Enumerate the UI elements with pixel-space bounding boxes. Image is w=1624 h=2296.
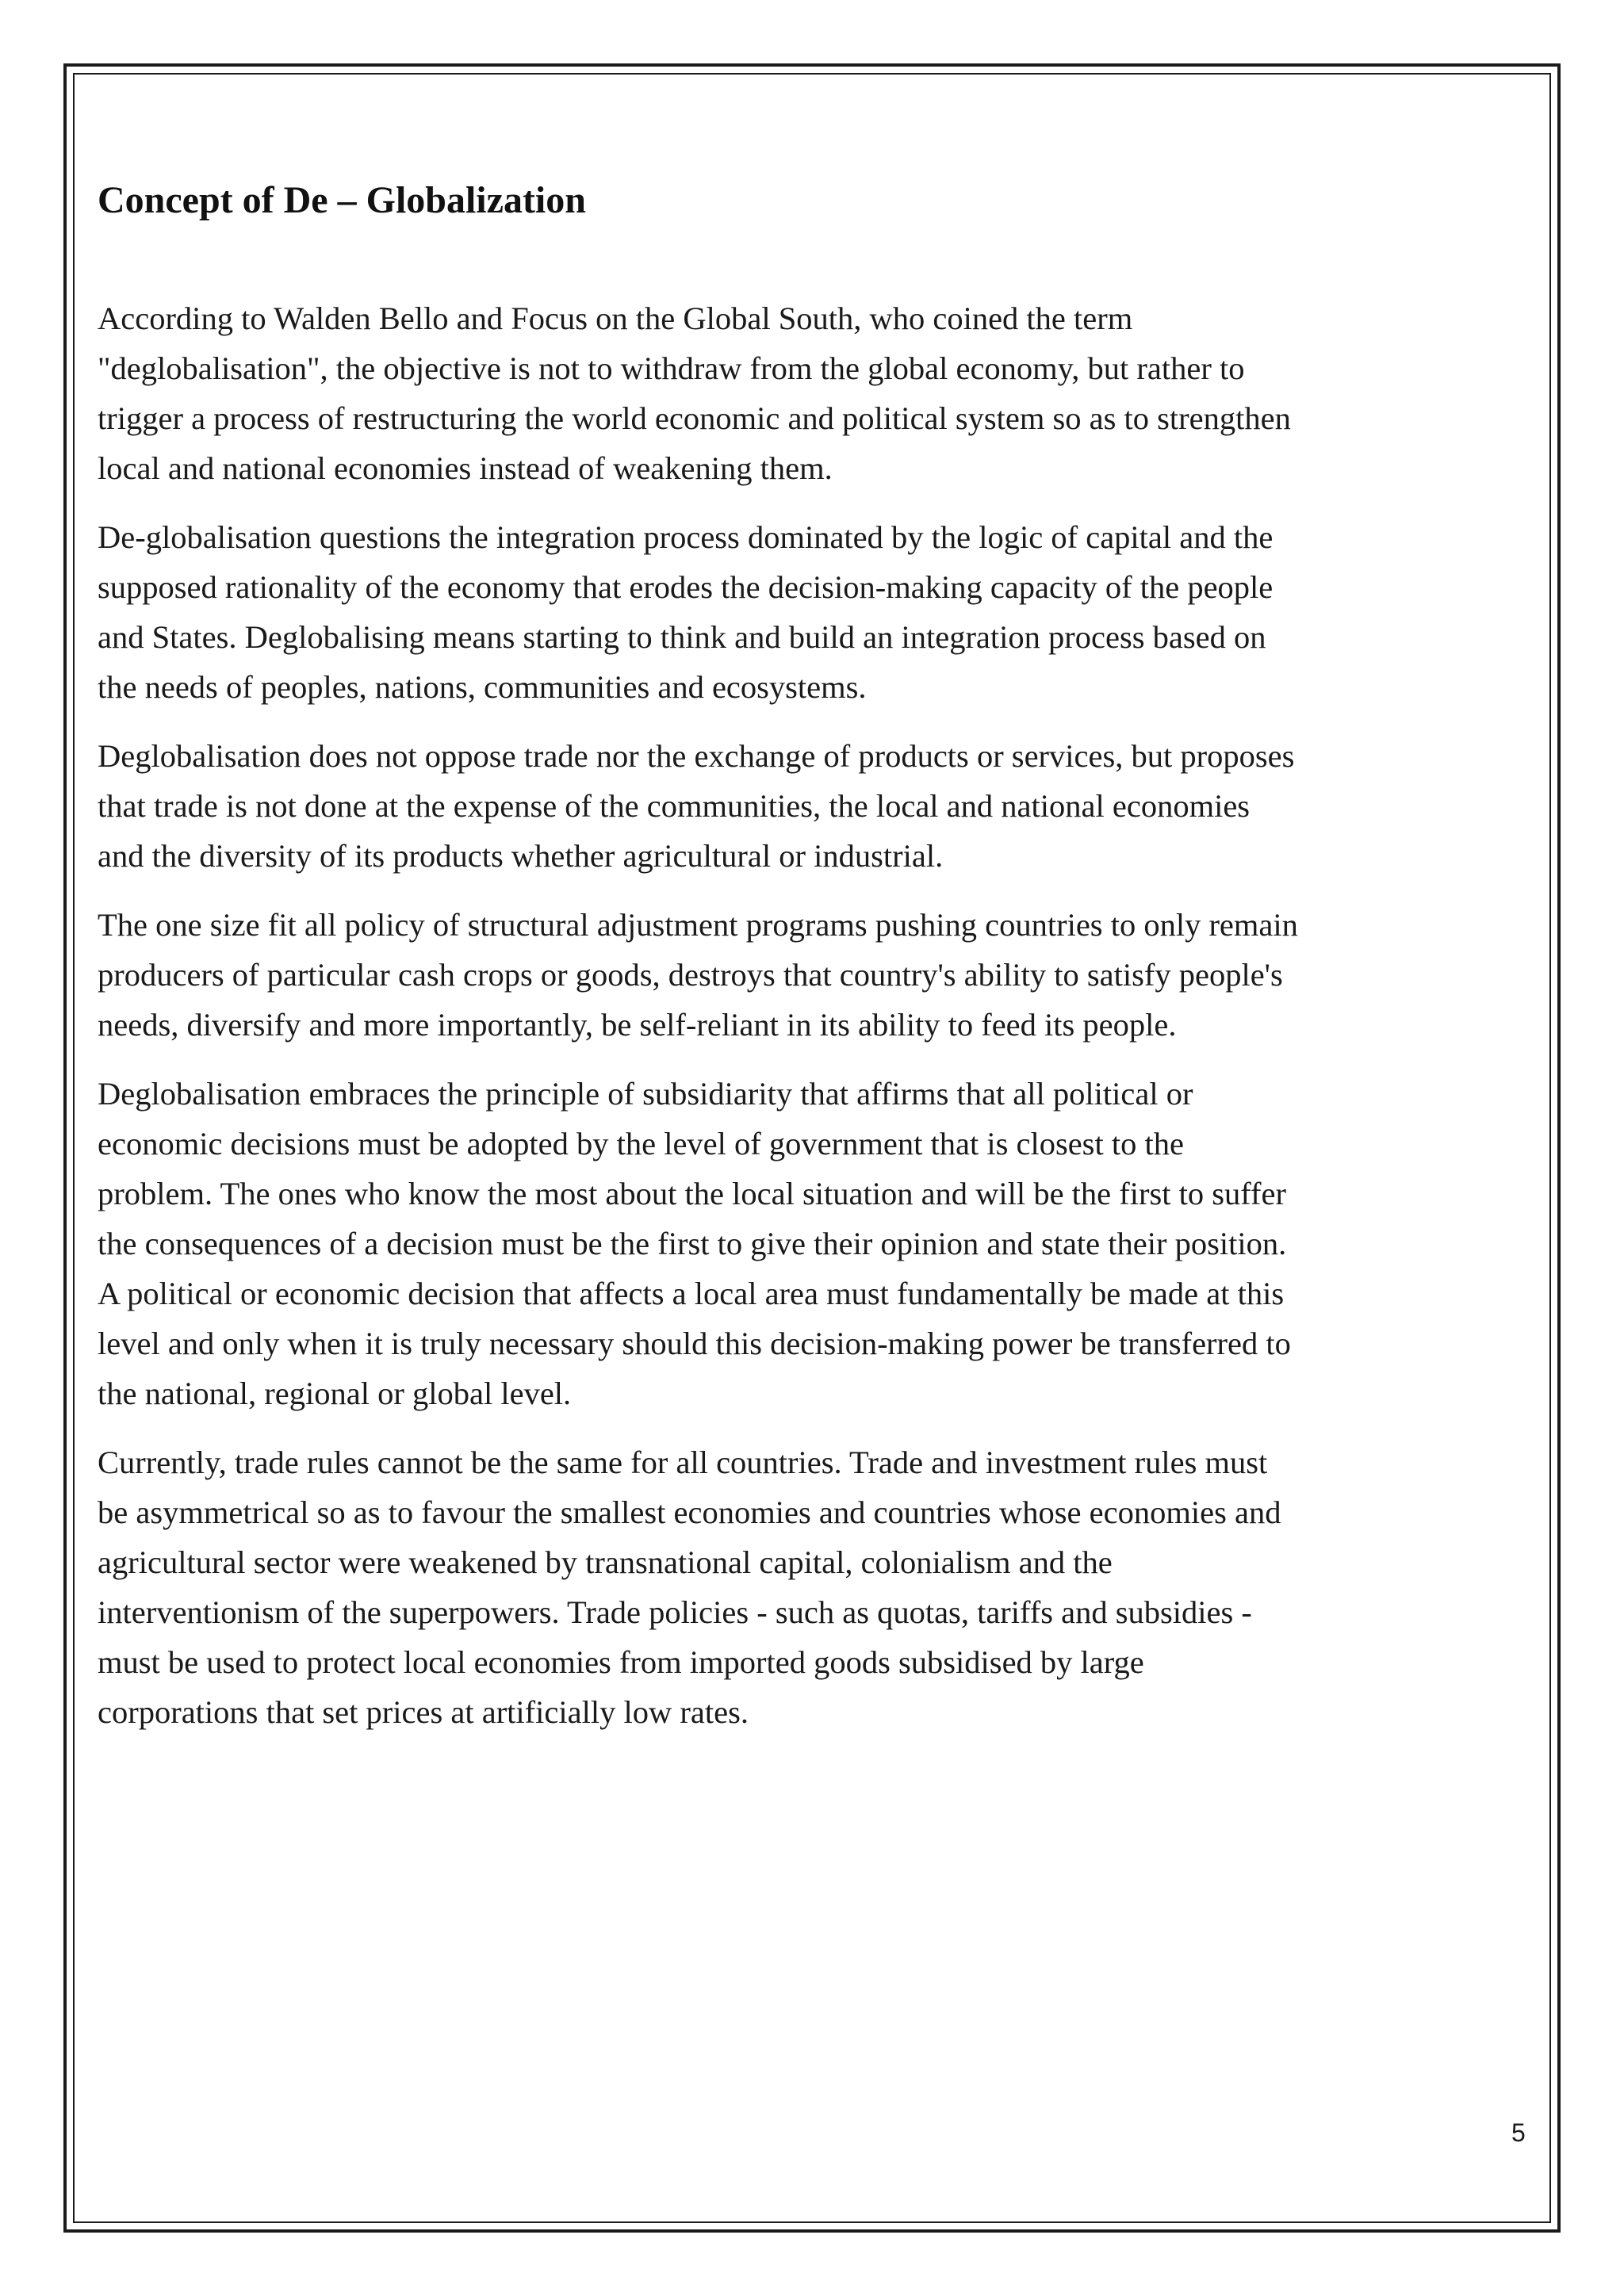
text-line: and the diversity of its products whether agricultural or industrial.	[98, 838, 944, 874]
paragraph-subsidiarity	[98, 1069, 1549, 1418]
text-line: and States. Deglobalising means starting to think and build an integration process based on	[98, 619, 1266, 655]
text-line: must be used to protect local economies from imported goods subsidised by large	[98, 1644, 1144, 1680]
text-line: producers of particular cash crops or goods, destroys that country's ability to satisfy people's	[98, 957, 1283, 993]
paragraph-intro	[98, 293, 1549, 493]
text-line: Deglobalisation does not oppose trade nor the exchange of products or services, but proposes	[98, 738, 1295, 774]
text-line: level and only when it is truly necessary should this decision-making power be transferred to	[98, 1326, 1291, 1361]
text-line: problem. The ones who know the most about the local situation and will be the first to suffer	[98, 1176, 1286, 1211]
section-title: Concept of De – Globalization	[98, 179, 586, 221]
text-line: interventionism of the superpowers. Trade policies - such as quotas, tariffs and subsidies -	[98, 1594, 1252, 1630]
text-line: supposed rationality of the economy that erodes the decision-making capacity of the people	[98, 569, 1274, 605]
text-line: corporations that set prices at artificially low rates.	[98, 1694, 749, 1730]
text-line: be asymmetrical so as to favour the smallest economies and countries whose economies and	[98, 1494, 1281, 1530]
text-line: Deglobalisation embraces the principle of subsidiarity that affirms that all political or	[98, 1076, 1193, 1112]
text-line: A political or economic decision that affects a local area must fundamentally be made at this	[98, 1276, 1285, 1311]
text-line: "deglobalisation", the objective is not to withdraw from the global economy, but rather to	[98, 350, 1245, 386]
text-line: the needs of peoples, nations, communities and ecosystems.	[98, 669, 867, 705]
paragraph-integration	[98, 512, 1549, 712]
text-line: needs, diversify and more importantly, be self-reliant in its ability to feed its people.	[98, 1007, 1177, 1043]
text-line: the consequences of a decision must be the first to give their opinion and state their position.	[98, 1226, 1287, 1261]
text-line: the national, regional or global level.	[98, 1376, 572, 1411]
text-line: The one size fit all policy of structural adjustment programs pushing countries to only remain	[98, 907, 1298, 943]
text-line: Currently, trade rules cannot be the same for all countries. Trade and investment rules must	[98, 1445, 1268, 1480]
paragraph-trade	[98, 731, 1549, 881]
text-line: that trade is not done at the expense of the communities, the local and national economies	[98, 788, 1251, 824]
page-content	[98, 178, 1549, 1756]
page-number: 5	[1511, 2118, 1526, 2147]
text-line: agricultural sector were weakened by transnational capital, colonialism and the	[98, 1544, 1113, 1580]
text-line: De-globalisation questions the integration process dominated by the logic of capital and the	[98, 519, 1274, 555]
paragraph-structural-adjustment	[98, 900, 1549, 1050]
paragraph-trade-rules	[98, 1437, 1549, 1737]
text-line: local and national economies instead of weakening them.	[98, 450, 833, 486]
text-line: trigger a process of restructuring the world economic and political system so as to strengthen	[98, 400, 1291, 436]
text-line: economic decisions must be adopted by the level of government that is closest to the	[98, 1126, 1184, 1161]
text-line: According to Walden Bello and Focus on the Global South, who coined the term	[98, 300, 1133, 336]
